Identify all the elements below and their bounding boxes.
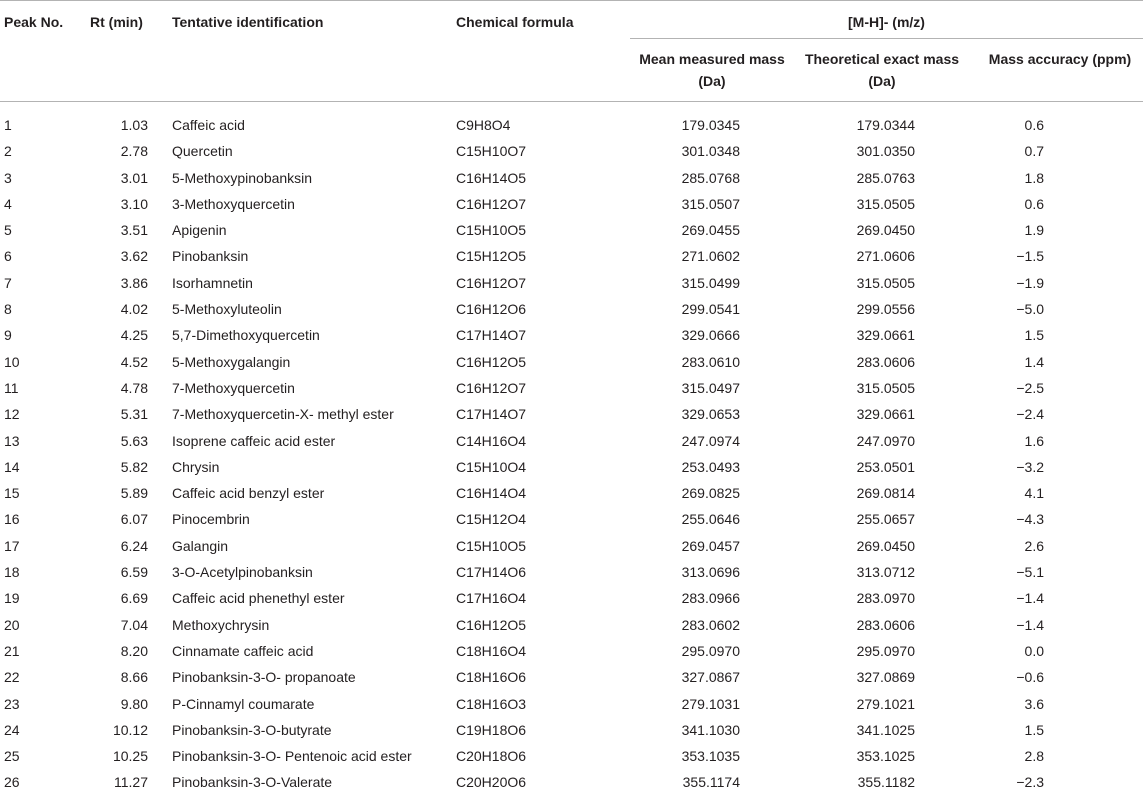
cell-peak-no: 24 <box>4 721 20 738</box>
cell-identification: Chrysin <box>172 458 220 475</box>
cell-rt: 4.78 <box>120 379 148 396</box>
cell-peak-no: 4 <box>4 195 12 212</box>
cell-formula: C17H14O6 <box>456 564 527 581</box>
cell-rt: 5.31 <box>120 406 148 423</box>
cell-theoretical-mass: 253.0501 <box>856 458 915 475</box>
table-row <box>0 454 1143 480</box>
cell-mean-mass: 299.0541 <box>681 301 740 318</box>
cell-rt: 6.24 <box>120 537 148 554</box>
cell-mean-mass: 285.0768 <box>681 169 740 186</box>
cell-identification: Pinobanksin-3-O-Valerate <box>172 774 333 791</box>
table-row <box>0 296 1143 322</box>
cell-formula: C14H16O4 <box>456 432 527 449</box>
cell-mass-accuracy: 0.0 <box>1024 642 1044 659</box>
header-mh-group: [M-H]- (m/z) <box>848 14 925 30</box>
cell-identification: Methoxychrysin <box>172 616 270 633</box>
header-mass-accuracy: Mass accuracy (ppm) <box>988 51 1132 67</box>
cell-theoretical-mass: 283.0970 <box>856 590 915 607</box>
cell-mass-accuracy: 4.1 <box>1024 485 1044 502</box>
cell-mass-accuracy: 0.6 <box>1024 117 1044 133</box>
cell-identification: Pinobanksin-3-O-butyrate <box>172 721 332 738</box>
table-row <box>0 717 1143 743</box>
cell-formula: C20H20O6 <box>456 774 527 791</box>
cell-theoretical-mass: 255.0657 <box>856 511 915 528</box>
header-chemical-formula: Chemical formula <box>456 14 574 30</box>
cell-mass-accuracy: 1.9 <box>1024 222 1044 239</box>
cell-theoretical-mass: 299.0556 <box>856 301 915 318</box>
cell-formula: C17H14O7 <box>456 406 527 423</box>
cell-theoretical-mass: 179.0344 <box>856 117 915 133</box>
cell-identification: Pinobanksin-3-O- Pentenoic acid ester <box>172 748 412 765</box>
cell-identification: Isorhamnetin <box>172 274 253 291</box>
cell-theoretical-mass: 315.0505 <box>856 379 915 396</box>
cell-mean-mass: 313.0696 <box>681 564 740 581</box>
cell-peak-no: 9 <box>4 327 12 344</box>
cell-rt: 10.12 <box>112 721 148 738</box>
cell-theoretical-mass: 271.0606 <box>856 248 915 265</box>
table-row <box>0 191 1143 217</box>
table-row <box>0 322 1143 348</box>
cell-peak-no: 23 <box>4 695 20 712</box>
cell-identification: 3-Methoxyquercetin <box>172 195 295 212</box>
cell-mean-mass: 315.0499 <box>681 274 740 291</box>
cell-identification: 5-Methoxyluteolin <box>172 301 282 318</box>
header-theoretical-mass: Theoretical exact mass (Da) <box>804 51 960 89</box>
table-row <box>0 270 1143 296</box>
table-row <box>0 428 1143 454</box>
cell-peak-no: 12 <box>4 406 20 423</box>
table-row <box>0 585 1143 611</box>
cell-theoretical-mass: 353.1025 <box>856 748 915 765</box>
cell-identification: Quercetin <box>172 143 233 160</box>
cell-theoretical-mass: 315.0505 <box>856 195 915 212</box>
cell-mass-accuracy: −1.4 <box>1016 590 1044 607</box>
cell-formula: C15H12O4 <box>456 511 527 528</box>
table-row <box>0 533 1143 559</box>
cell-mass-accuracy: −1.4 <box>1016 616 1044 633</box>
cell-theoretical-mass: 355.1182 <box>857 774 915 791</box>
cell-mass-accuracy: 3.6 <box>1024 695 1044 712</box>
cell-formula: C17H14O7 <box>456 327 527 344</box>
cell-rt: 1.03 <box>120 117 148 133</box>
cell-peak-no: 2 <box>4 143 12 160</box>
cell-theoretical-mass: 279.1021 <box>856 695 915 712</box>
cell-theoretical-mass: 269.0814 <box>856 485 915 502</box>
cell-identification: 5-Methoxypinobanksin <box>172 169 313 186</box>
table-row <box>0 112 1143 138</box>
cell-identification: Pinobanksin-3-O- propanoate <box>172 669 356 686</box>
cell-rt: 4.02 <box>120 301 148 318</box>
cell-peak-no: 20 <box>4 616 20 633</box>
cell-theoretical-mass: 301.0350 <box>856 143 915 160</box>
cell-identification: Apigenin <box>172 222 227 239</box>
cell-formula: C16H12O7 <box>456 379 527 396</box>
cell-mean-mass: 269.0455 <box>681 222 740 239</box>
cell-mean-mass: 355.1174 <box>682 774 740 791</box>
table-row <box>0 664 1143 690</box>
cell-formula: C17H16O4 <box>456 590 527 607</box>
cell-peak-no: 10 <box>4 353 20 370</box>
cell-mass-accuracy: 2.6 <box>1024 537 1044 554</box>
table-top-rule <box>0 0 1143 1</box>
cell-rt: 3.51 <box>120 222 148 239</box>
cell-rt: 3.62 <box>120 248 148 265</box>
mh-group-rule <box>630 38 1143 39</box>
cell-mass-accuracy: −4.3 <box>1016 511 1044 528</box>
cell-identification: P-Cinnamyl coumarate <box>172 695 315 712</box>
cell-mean-mass: 247.0974 <box>681 432 740 449</box>
cell-formula: C19H18O6 <box>456 721 527 738</box>
cell-theoretical-mass: 247.0970 <box>856 432 915 449</box>
cell-peak-no: 16 <box>4 511 20 528</box>
cell-theoretical-mass: 329.0661 <box>856 327 915 344</box>
cell-rt: 2.78 <box>120 143 148 160</box>
cell-formula: C16H12O7 <box>456 195 527 212</box>
cell-peak-no: 11 <box>4 379 19 396</box>
cell-rt: 3.01 <box>120 169 148 186</box>
cell-theoretical-mass: 283.0606 <box>856 353 915 370</box>
cell-mass-accuracy: 0.7 <box>1024 143 1044 160</box>
cell-peak-no: 8 <box>4 301 12 318</box>
cell-formula: C18H16O3 <box>456 695 527 712</box>
cell-identification: Pinocembrin <box>172 511 250 528</box>
cell-formula: C15H10O4 <box>456 458 527 475</box>
cell-rt: 9.80 <box>120 695 148 712</box>
cell-peak-no: 5 <box>4 222 12 239</box>
cell-mass-accuracy: 2.8 <box>1024 748 1044 765</box>
cell-rt: 11.27 <box>114 774 148 791</box>
cell-mass-accuracy: −5.1 <box>1016 564 1044 581</box>
cell-mean-mass: 329.0666 <box>681 327 740 344</box>
cell-identification: 7-Methoxyquercetin-X- methyl ester <box>172 406 394 423</box>
cell-mean-mass: 315.0507 <box>681 195 740 212</box>
cell-rt: 3.86 <box>120 274 148 291</box>
cell-mean-mass: 341.1030 <box>681 721 740 738</box>
cell-peak-no: 22 <box>4 669 20 686</box>
cell-mean-mass: 301.0348 <box>681 143 740 160</box>
cell-theoretical-mass: 283.0606 <box>856 616 915 633</box>
header-peak-no: Peak No. <box>4 14 64 30</box>
cell-formula: C15H12O5 <box>456 248 527 265</box>
cell-rt: 3.10 <box>120 195 148 212</box>
cell-peak-no: 25 <box>4 748 20 765</box>
cell-identification: 5-Methoxygalangin <box>172 353 291 370</box>
cell-mean-mass: 283.0602 <box>681 616 740 633</box>
cell-peak-no: 21 <box>4 642 20 659</box>
cell-peak-no: 14 <box>4 458 20 475</box>
cell-mass-accuracy: −2.5 <box>1016 379 1044 396</box>
cell-mass-accuracy: −2.4 <box>1016 406 1044 423</box>
cell-formula: C15H10O5 <box>456 222 527 239</box>
cell-formula: C18H16O4 <box>456 642 527 659</box>
cell-mean-mass: 269.0825 <box>681 485 740 502</box>
cell-theoretical-mass: 269.0450 <box>856 222 915 239</box>
table-row <box>0 243 1143 269</box>
cell-formula: C16H12O7 <box>456 274 527 291</box>
table-row <box>0 401 1143 427</box>
cell-identification: Caffeic acid benzyl ester <box>172 485 325 502</box>
cell-theoretical-mass: 341.1025 <box>856 721 915 738</box>
cell-mass-accuracy: −3.2 <box>1016 458 1044 475</box>
cell-formula: C16H12O5 <box>456 616 527 633</box>
table-row <box>0 138 1143 164</box>
table-row <box>0 612 1143 638</box>
table-row <box>0 349 1143 375</box>
cell-rt: 4.25 <box>120 327 148 344</box>
cell-formula: C18H16O6 <box>456 669 527 686</box>
cell-mean-mass: 179.0345 <box>681 117 740 133</box>
cell-rt: 6.69 <box>120 590 148 607</box>
cell-theoretical-mass: 327.0869 <box>856 669 915 686</box>
cell-rt: 6.07 <box>120 511 148 528</box>
cell-mean-mass: 327.0867 <box>681 669 740 686</box>
cell-mass-accuracy: 1.8 <box>1024 169 1044 186</box>
cell-theoretical-mass: 295.0970 <box>856 642 915 659</box>
cell-formula: C15H10O5 <box>456 537 527 554</box>
cell-formula: C16H12O5 <box>456 353 527 370</box>
cell-peak-no: 26 <box>4 774 20 791</box>
cell-mass-accuracy: 1.5 <box>1024 721 1044 738</box>
cell-identification: 3-O-Acetylpinobanksin <box>172 564 313 581</box>
cell-mass-accuracy: 1.5 <box>1024 327 1044 344</box>
cell-peak-no: 6 <box>4 248 12 265</box>
cell-mass-accuracy: −1.5 <box>1016 248 1044 265</box>
table-row <box>0 165 1143 191</box>
table-row <box>0 559 1143 585</box>
cell-peak-no: 17 <box>4 537 20 554</box>
cell-identification: Isoprene caffeic acid ester <box>172 432 336 449</box>
cell-identification: Caffeic acid <box>172 117 245 133</box>
table-row <box>0 480 1143 506</box>
cell-formula: C9H8O4 <box>456 117 511 133</box>
table-row <box>0 743 1143 769</box>
cell-mass-accuracy: −5.0 <box>1016 301 1044 318</box>
cell-theoretical-mass: 315.0505 <box>856 274 915 291</box>
cell-formula: C15H10O7 <box>456 143 527 160</box>
cell-formula: C16H14O5 <box>456 169 527 186</box>
cell-rt: 5.63 <box>120 432 148 449</box>
cell-formula: C16H12O6 <box>456 301 527 318</box>
cell-formula: C16H14O4 <box>456 485 527 502</box>
cell-identification: 7-Methoxyquercetin <box>172 379 295 396</box>
table-row <box>0 769 1143 795</box>
cell-theoretical-mass: 285.0763 <box>856 169 915 186</box>
cell-mean-mass: 279.1031 <box>681 695 740 712</box>
table-row <box>0 638 1143 664</box>
table-row <box>0 217 1143 243</box>
cell-mean-mass: 269.0457 <box>681 537 740 554</box>
cell-rt: 5.89 <box>120 485 148 502</box>
cell-identification: Galangin <box>172 537 229 554</box>
cell-identification: Pinobanksin <box>172 248 249 265</box>
cell-mass-accuracy: 1.4 <box>1024 353 1044 370</box>
cell-rt: 5.82 <box>120 458 148 475</box>
cell-mass-accuracy: −1.9 <box>1016 274 1044 291</box>
cell-mean-mass: 329.0653 <box>681 406 740 423</box>
table-body <box>0 112 1143 796</box>
cell-peak-no: 15 <box>4 485 20 502</box>
cell-theoretical-mass: 329.0661 <box>856 406 915 423</box>
cell-mean-mass: 283.0610 <box>681 353 740 370</box>
cell-mean-mass: 353.1035 <box>681 748 740 765</box>
table-row <box>0 375 1143 401</box>
cell-mean-mass: 283.0966 <box>681 590 740 607</box>
cell-mean-mass: 271.0602 <box>681 248 740 265</box>
cell-rt: 10.25 <box>112 748 148 765</box>
cell-identification: Cinnamate caffeic acid <box>172 642 314 659</box>
cell-identification: Caffeic acid phenethyl ester <box>172 590 345 607</box>
cell-peak-no: 18 <box>4 564 20 581</box>
cell-theoretical-mass: 269.0450 <box>856 537 915 554</box>
table-row <box>0 506 1143 532</box>
cell-mass-accuracy: −2.3 <box>1016 774 1044 791</box>
cell-mean-mass: 253.0493 <box>681 458 740 475</box>
header-bottom-rule <box>0 101 1143 102</box>
table-row <box>0 691 1143 717</box>
cell-mean-mass: 295.0970 <box>681 642 740 659</box>
cell-peak-no: 13 <box>4 432 20 449</box>
cell-peak-no: 7 <box>4 274 12 291</box>
header-rt: Rt (min) <box>90 14 143 30</box>
cell-formula: C20H18O6 <box>456 748 527 765</box>
cell-rt: 6.59 <box>120 564 148 581</box>
cell-mass-accuracy: 1.6 <box>1024 432 1044 449</box>
cell-theoretical-mass: 313.0712 <box>856 564 915 581</box>
header-identification: Tentative identification <box>172 14 324 30</box>
cell-rt: 8.20 <box>120 642 148 659</box>
cell-mass-accuracy: −0.6 <box>1016 669 1044 686</box>
cell-mean-mass: 255.0646 <box>681 511 740 528</box>
header-mean-measured-mass: Mean measured mass (Da) <box>639 51 785 89</box>
cell-peak-no: 1 <box>4 117 12 133</box>
cell-peak-no: 19 <box>4 590 20 607</box>
cell-rt: 8.66 <box>120 669 148 686</box>
cell-peak-no: 3 <box>4 169 12 186</box>
cell-identification: 5,7-Dimethoxyquercetin <box>172 327 320 344</box>
cell-mass-accuracy: 0.6 <box>1024 195 1044 212</box>
cell-rt: 4.52 <box>120 353 148 370</box>
cell-mean-mass: 315.0497 <box>681 379 740 396</box>
cell-rt: 7.04 <box>120 616 148 633</box>
